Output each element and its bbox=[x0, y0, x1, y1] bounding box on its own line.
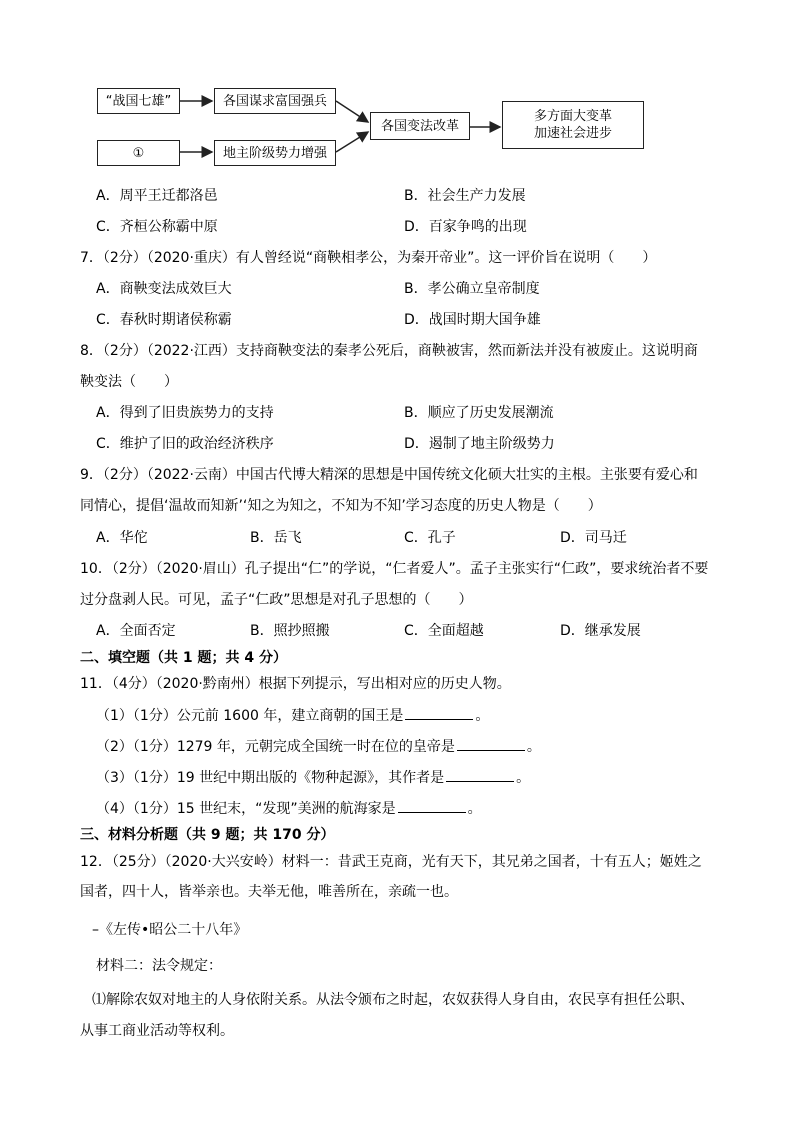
q11-item-1-end: 。 bbox=[475, 708, 490, 724]
section-2-title: 二、填空题（共 1 题；共 4 分） bbox=[80, 650, 287, 666]
q11-item-2 bbox=[96, 736, 541, 757]
q6-option-c: C．齐桓公称霸中原 bbox=[96, 219, 218, 235]
q9-option-c: C．孔子 bbox=[404, 530, 456, 546]
q11-item-3-text: （3）（1分）19 世纪中期出版的《物种起源》，其作者是 bbox=[96, 770, 445, 786]
diagram-box-blank-1: ① bbox=[97, 140, 180, 166]
q10-stem-line2: 过分盘剥人民。可见，孟子“仁政”思想是对孔子思想的（ ） bbox=[80, 592, 473, 608]
q11-item-1 bbox=[96, 705, 489, 726]
q11-item-3 bbox=[96, 767, 530, 788]
q7-option-a: A．商鞅变法成效巨大 bbox=[96, 281, 232, 297]
q11-answer-blank-1[interactable] bbox=[405, 705, 473, 720]
q8-stem-line2: 鞅变法（ ） bbox=[80, 374, 178, 390]
q12-material2-line2: 从事工商业活动等权利。 bbox=[80, 1023, 234, 1039]
q11-answer-blank-3[interactable] bbox=[446, 767, 514, 782]
q10-option-c: C．全面超越 bbox=[404, 623, 484, 639]
q11-item-4-text: （4）（1分）15 世纪末，“发现”美洲的航海家是 bbox=[96, 801, 396, 817]
q11-item-2-end: 。 bbox=[526, 739, 541, 755]
diagram-box-landlord: 地主阶级势力增强 bbox=[214, 140, 336, 166]
q11-item-4 bbox=[96, 798, 482, 819]
q9-option-b: B．岳飞 bbox=[250, 530, 302, 546]
q10-option-a: A．全面否定 bbox=[96, 623, 176, 639]
q11-item-2-text: （2）（1分）1279 年，元朝完成全国统一时在位的皇帝是 bbox=[96, 739, 455, 755]
q7-option-c: C．春秋时期诸侯称霸 bbox=[96, 312, 232, 328]
diagram-box-progress bbox=[502, 101, 644, 149]
q10-stem-line1: 10．（2分）（2020·眉山）孔子提出“仁”的学说，“仁者爱人”。孟子主张实行“仁政”，要求统治者不要 bbox=[80, 561, 709, 577]
q11-item-3-end: 。 bbox=[516, 770, 531, 786]
q11-item-1-text: （1）（1分）公元前 1600 年，建立商朝的国王是 bbox=[96, 708, 404, 724]
q6-option-a: A．周平王迁都洛邑 bbox=[96, 188, 218, 204]
q7-option-d: D．战国时期大国争雄 bbox=[404, 312, 541, 328]
q12-source: –《左传•昭公二十八年》 bbox=[92, 922, 248, 938]
q7-stem: 7．（2分）（2020·重庆）有人曾经说“商鞅相孝公，为秦开帝业”。这一评价旨在说明（ ） bbox=[80, 250, 657, 266]
q12-material2-line1: ⑴解除农奴对地主的人身依附关系。从法令颁布之时起，农奴获得人身自由，农民享有担任公职、 bbox=[92, 992, 694, 1008]
q12-stem-line2: 国者，四十人，皆举亲也。夫举无他，唯善所在，亲疏一也。 bbox=[80, 884, 458, 900]
q10-option-b: B．照抄照搬 bbox=[250, 623, 330, 639]
diagram-box-warring-states: “战国七雄” bbox=[97, 88, 180, 114]
section-3-title: 三、材料分析题（共 9 题；共 170 分） bbox=[80, 827, 335, 843]
q12-material2-title: 材料二：法令规定： bbox=[96, 958, 222, 974]
q11-stem: 11．（4分）（2020·黔南州）根据下列提示，写出相对应的历史人物。 bbox=[80, 676, 511, 692]
arrow-3 bbox=[336, 101, 368, 122]
q9-stem-line2: 同情心，提倡‘温故而知新’‘知之为知之，不知为不知’学习态度的历史人物是（ ） bbox=[80, 498, 602, 514]
q8-option-d: D．遏制了地主阶级势力 bbox=[404, 436, 555, 452]
arrow-4 bbox=[336, 132, 368, 152]
q6-option-b: B．社会生产力发展 bbox=[404, 188, 526, 204]
q11-answer-blank-2[interactable] bbox=[457, 736, 525, 751]
q8-option-b: B．顺应了历史发展潮流 bbox=[404, 405, 554, 421]
diagram-box-strengthen: 各国谋求富国强兵 bbox=[214, 88, 336, 114]
q9-option-a: A．华佗 bbox=[96, 530, 148, 546]
diagram-box-progress-line2: 加速社会进步 bbox=[533, 126, 612, 141]
q6-option-d: D．百家争鸣的出现 bbox=[404, 219, 527, 235]
q9-option-d: D．司马迁 bbox=[560, 530, 627, 546]
diagram-box-reform: 各国变法改革 bbox=[370, 112, 470, 140]
q10-option-d: D．继承发展 bbox=[560, 623, 641, 639]
q8-option-c: C．维护了旧的政治经济秩序 bbox=[96, 436, 274, 452]
diagram-box-progress-line1: 多方面大变革 bbox=[533, 109, 612, 124]
q9-stem-line1: 9．（2分）（2022·云南）中国古代博大精深的思想是中国传统文化硕大壮实的主根。主张要有爱心和 bbox=[80, 467, 698, 483]
q8-option-a: A．得到了旧贵族势力的支持 bbox=[96, 405, 274, 421]
q11-answer-blank-4[interactable] bbox=[398, 798, 466, 813]
q8-stem-line1: 8．（2分）（2022·江西）支持商鞅变法的秦孝公死后，商鞅被害，然而新法并没有被废止。这说明商 bbox=[80, 343, 698, 359]
q11-item-4-end: 。 bbox=[467, 801, 482, 817]
q12-stem-line1: 12．（25分）（2020·大兴安岭）材料一：昔武王克商，光有天下，其兄弟之国者，十有五人；姬姓之 bbox=[80, 854, 702, 870]
q7-option-b: B．孝公确立皇帝制度 bbox=[404, 281, 540, 297]
